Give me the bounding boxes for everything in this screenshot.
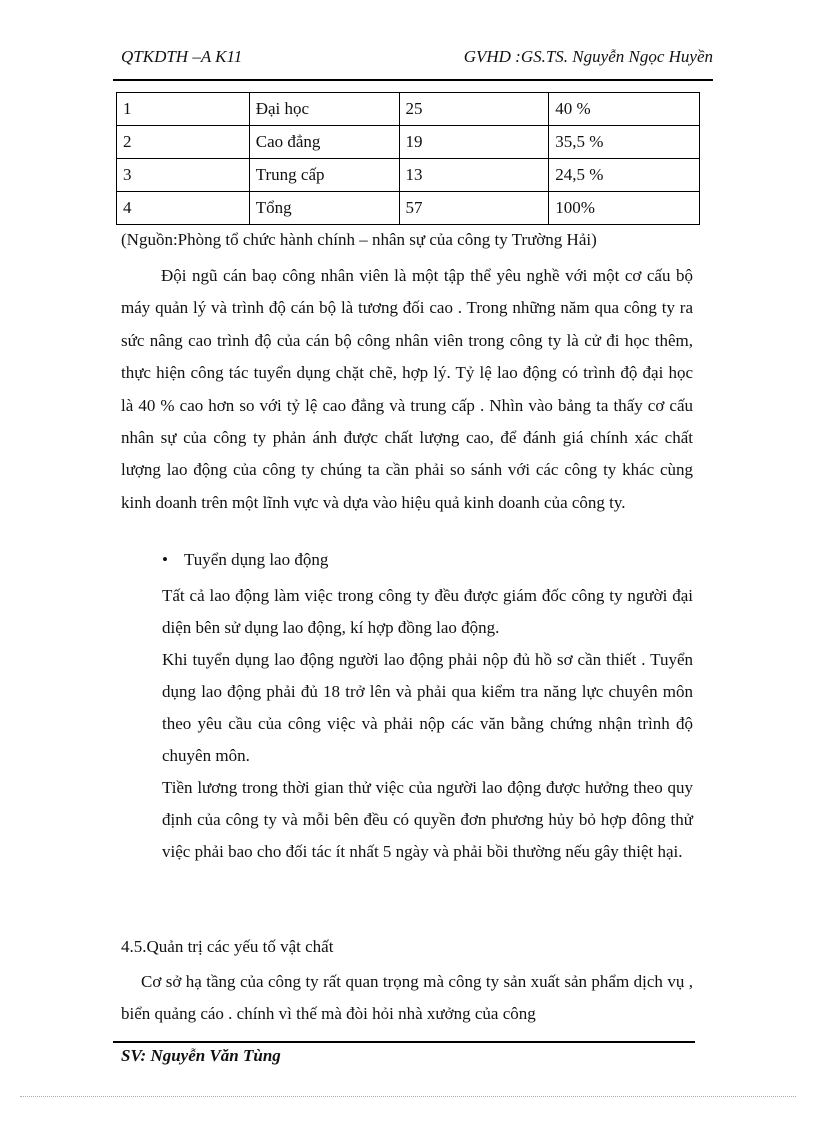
table-row — [117, 159, 700, 192]
section-heading: 4.5.Quản trị các yếu tố vật chất — [121, 937, 334, 956]
staff-qualification-table — [116, 92, 700, 225]
header-divider — [113, 79, 713, 81]
header-supervisor: GVHD :GS.TS. Nguyễn Ngọc Huyền — [463, 47, 713, 66]
body-paragraph: Cơ sở hạ tầng của công ty rất quan trọng mà công ty sản xuất sản phẩm dịch vụ , biển quảng cáo . chính vì thế mà đòi hỏi nhà xưởng của công — [121, 972, 693, 1023]
table-cell-level: Cao đẳng — [249, 126, 399, 159]
bullet-dot-icon: • — [162, 550, 168, 569]
table-cell-no: 3 — [117, 159, 250, 192]
table-cell-percent: 40 % — [549, 93, 700, 126]
bullet-heading-text: Tuyển dụng lao động — [184, 550, 329, 569]
table-cell-percent: 35,5 % — [549, 126, 700, 159]
table-cell-count: 25 — [399, 93, 549, 126]
table-cell-no: 2 — [117, 126, 250, 159]
table-cell-level: Tổng — [249, 192, 399, 225]
table-cell-no: 4 — [117, 192, 250, 225]
bullet-heading — [162, 550, 328, 570]
table-cell-percent: 24,5 % — [549, 159, 700, 192]
header-course: QTKDTH –A K11 — [121, 47, 243, 66]
page-footer-student: SV: Nguyễn Văn Tùng — [121, 1046, 281, 1065]
table-source-note: (Nguồn:Phòng tổ chức hành chính – nhân sự của công ty Trường Hải) — [121, 230, 597, 249]
table-row — [117, 192, 700, 225]
footer-divider — [113, 1041, 695, 1043]
body-paragraph: Tiền lương trong thời gian thử việc của người lao động được hưởng theo quy định của công ty và mỗi bên đều có quyền đơn phương hủy bỏ hợp đông thử việc phải bao cho đối tác ít nhất 5 ngày và phải bồi thường nếu gây thiệt hại. — [162, 778, 693, 861]
table-cell-count: 57 — [399, 192, 549, 225]
body-paragraph: Khi tuyển dụng lao động người lao động phải nộp đủ hồ sơ cần thiết . Tuyển dụng lao động phải đủ 18 trở lên và phải qua kiểm tra năng lực chuyên môn theo yêu cầu của công việc và phải nộp các văn bằng chứng nhận trình độ chuyên môn. — [162, 650, 693, 765]
body-paragraph: Đội ngũ cán baọ công nhân viên là một tập thể yêu nghề với một cơ cấu bộ máy quản lý và trình độ cán bộ là tương đối cao . Trong những năm qua công ty ra sức nâng cao trình độ của cán bộ công nhân viên trong công ty là cử đi học thêm, thực hiện công tác tuyển dụng chặt chẽ, hợp lý. Tỷ lệ lao động có trình độ đại học là 40 % cao hơn so với tỷ lệ cao đẳng và trung cấp . Nhìn vào bảng ta thấy cơ cấu nhân sự của công ty phản ánh được chất lượng cao, để đánh giá chính xác chất lượng lao động của công ty chúng ta cần phải so sánh với các công ty khác cùng kinh doanh trên một lĩnh vực và dựa vào hiệu quả kinh doanh của công ty. — [121, 266, 693, 512]
table-row — [117, 126, 700, 159]
table-cell-no: 1 — [117, 93, 250, 126]
table-cell-count: 19 — [399, 126, 549, 159]
table-cell-percent: 100% — [549, 192, 700, 225]
table-row — [117, 93, 700, 126]
body-paragraph: Tất cả lao động làm việc trong công ty đều được giám đốc công ty người đại diện bên sử dụng lao động, kí hợp đồng lao động. — [162, 586, 693, 637]
table-cell-level: Trung cấp — [249, 159, 399, 192]
table-cell-level: Đại học — [249, 93, 399, 126]
page-bottom-edge — [20, 1096, 796, 1097]
page-header — [121, 47, 713, 71]
table-cell-count: 13 — [399, 159, 549, 192]
